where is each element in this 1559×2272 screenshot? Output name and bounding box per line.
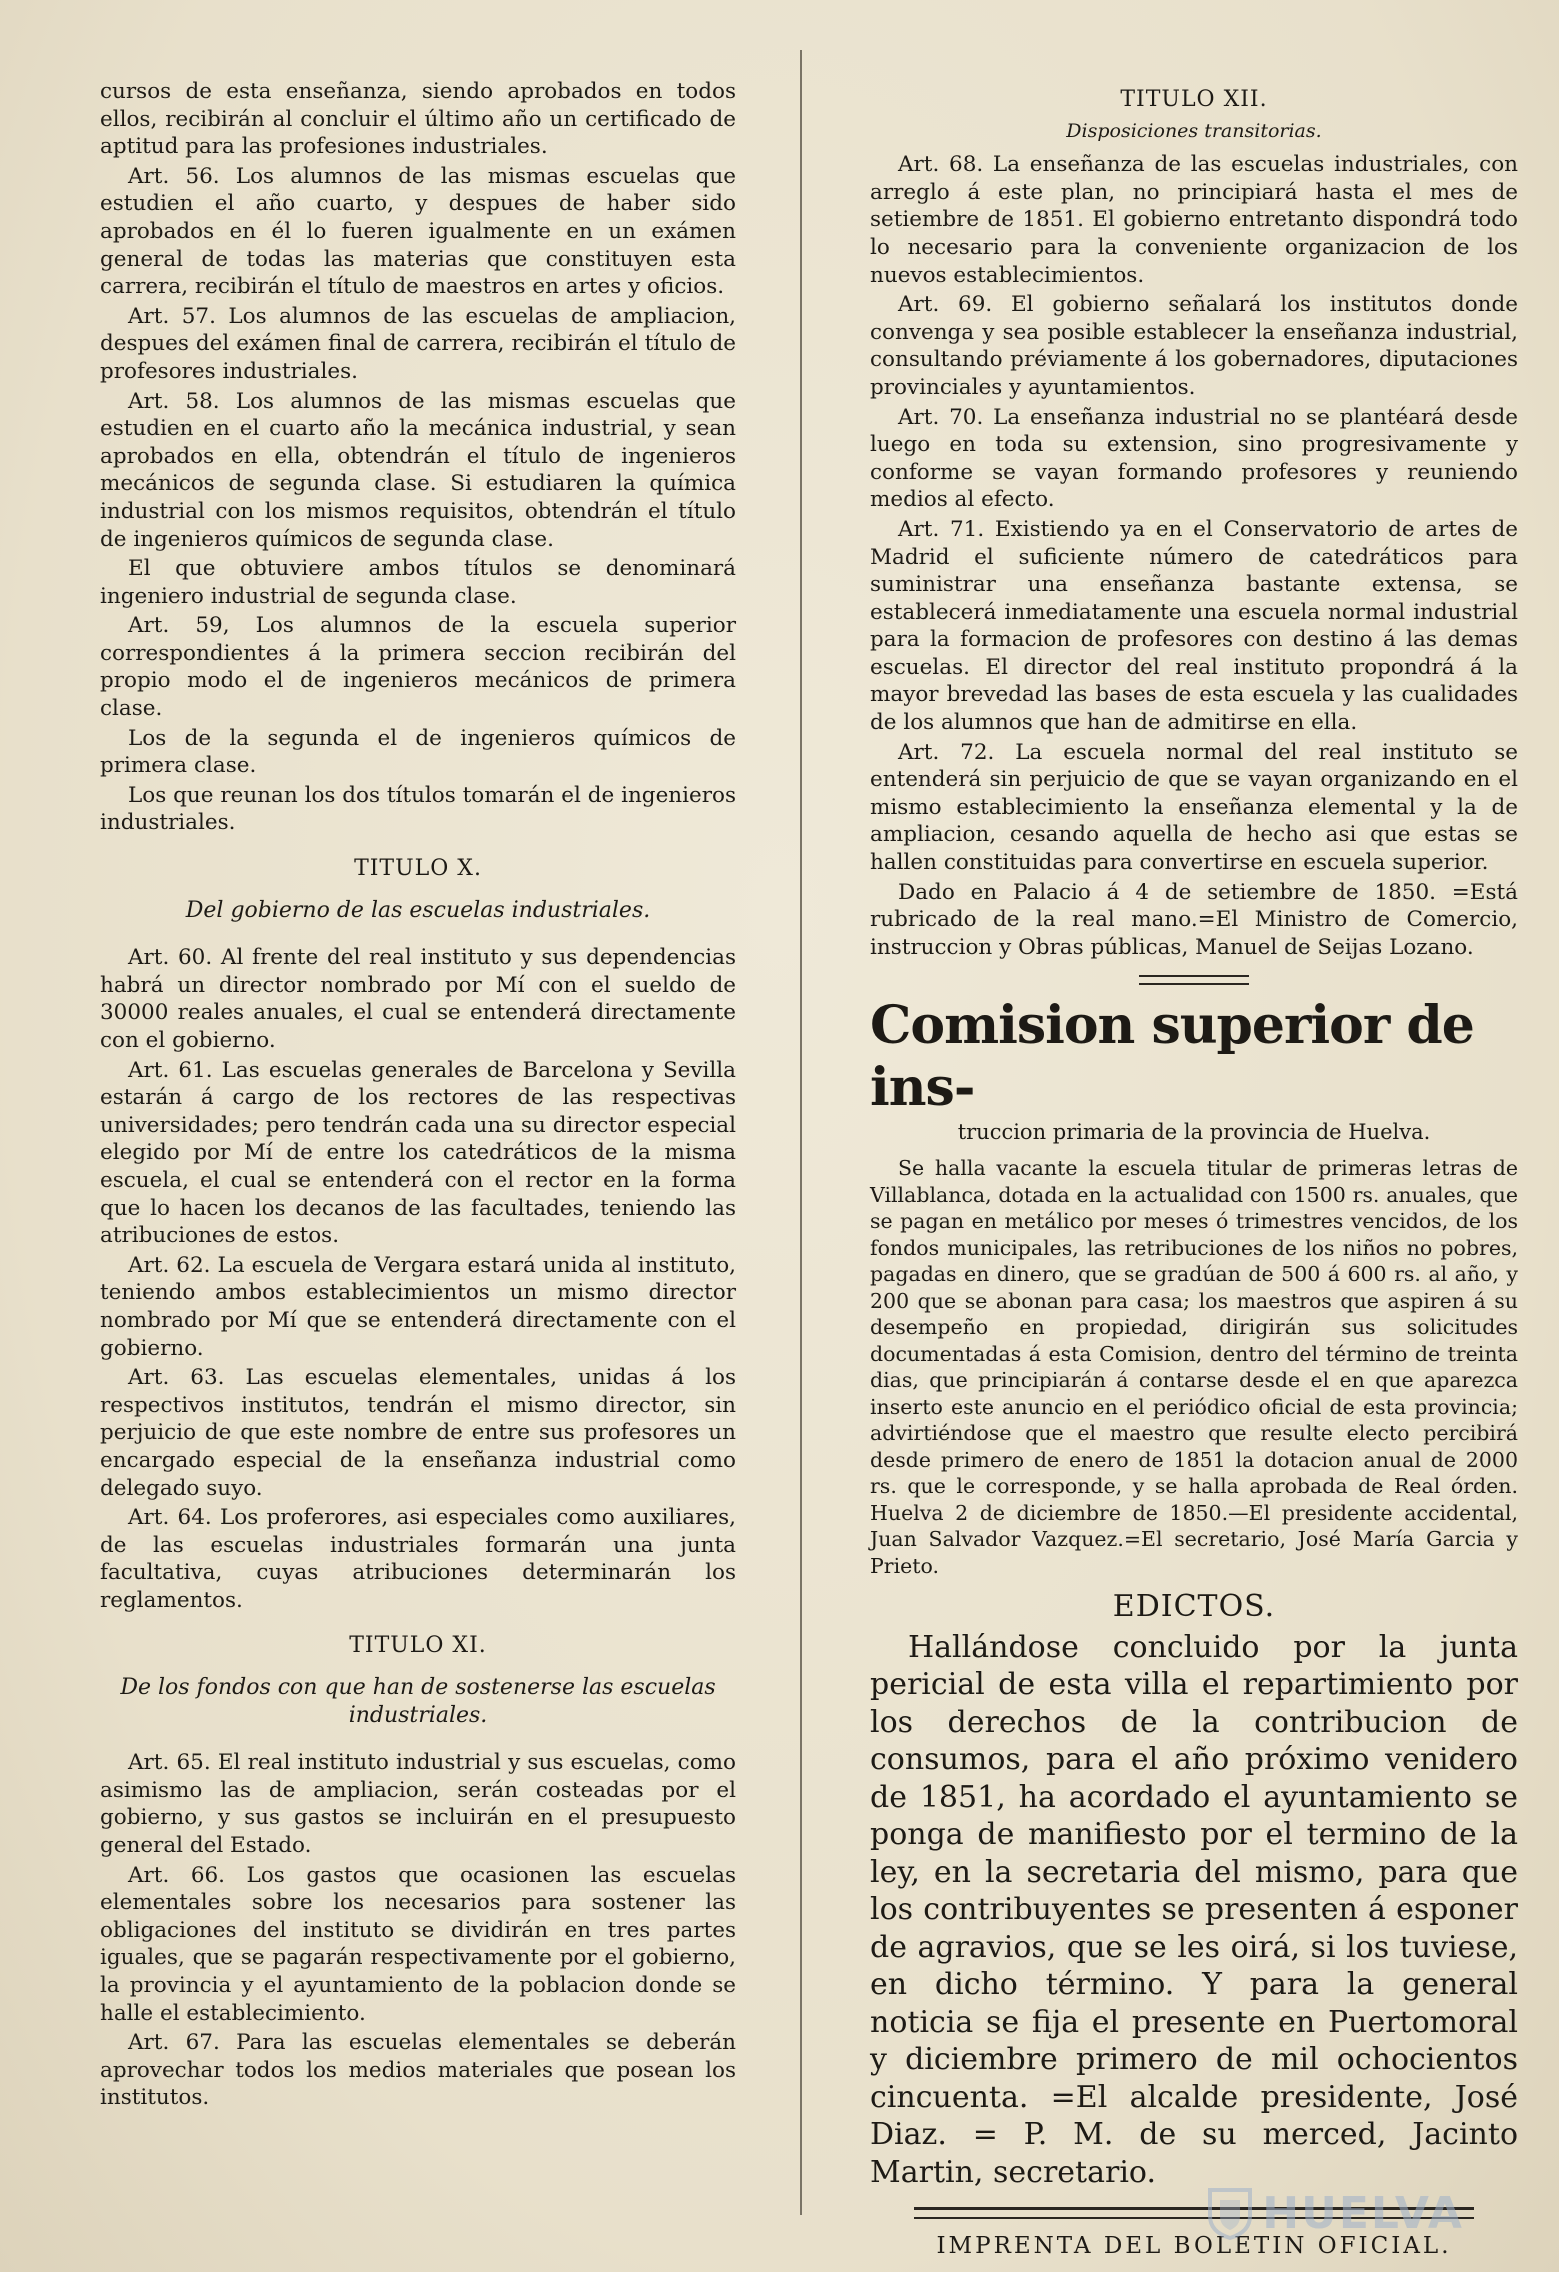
comision-title: Comision superior de ins- [870,995,1474,1119]
article-58-continued: El que obtuviere ambos títulos se denominará ingeniero industrial de segunda clase. [100,556,736,609]
article-63: Art. 63. Las escuelas elementales, unidas á los respectivos institutos, tendrán el mismo director, sin perjuicio de que este nombre de entre sus profesores un encargado especial de la enseñanza industrial como delegado suyo. [100,1365,736,1501]
decree-signature: Dado en Palacio á 4 de setiembre de 1850. =Está rubricado de la real mano.=El Ministro de Comercio, instruccion y Obras públicas, Manuel de Seijas Lozano. [870,879,1518,960]
right-column [870,86,1518,2261]
article-72: Art. 72. La escuela normal del real instituto se entenderá sin perjuicio de que se vayan organizando en el mismo establecimiento la enseñanza elemental y la de ampliacion, cesando aquella de hecho asi que estas se hallen constituidas para convertirse en escuela superior. [870,739,1518,876]
article-59: Art. 59, Los alumnos de la escuela superior correspondientes á la primera seccion recibirán del propio modo el de ingenieros mecánicos de primera clase. [100,613,736,722]
paragraph-continuation: cursos de esta enseñanza, siendo aprobados en todos ellos, recibirán al concluir el último año un certificado de aptitud para las profesiones industriales. [100,79,736,160]
article-59-final: Los que reunan los dos títulos tomarán el de ingenieros industriales. [100,782,736,836]
article-70: Art. 70. La enseñanza industrial no se plantéará desde luego en toda su extension, sino progresivamente y conforme se vayan formando profesores y reuniendo medios al efecto. [870,404,1518,513]
edictos-notice: Hallándose concluido por la junta pericial de esta villa el repartimiento por los derechos de la contribucion de consumos, para el año próximo venidero de 1851, ha acordado el ayuntamiento se ponga de manifiesto por el termino de la ley, en la secretaria del mismo, para que los contribuyentes se presenten á esponer de agravios, que se les oirá, si los tuviese, en dicho término. Y para la general noticia se fija el presente en Puertomoral y diciembre primero de mil ochocientos cincuenta. =El alcalde presidente, José Diaz. = P. M. de su merced, Jacinto Martin, secretario. [870,1629,1518,2190]
titulo-xii-heading: TITULO XII. [1120,87,1268,112]
article-60: Art. 60. Al frente del real instituto y sus dependencias habrá un director nombrado por Mí con el sueldo de 30000 reales anuales, el cual se entenderá directamente con el gobierno. [100,945,736,1053]
article-56: Art. 56. Los alumnos de las mismas escuelas que estudien el año cuarto, y despues de haber sido aprobados en él lo fueren igualmente en un exámen general de todas las materias que constituyen esta carrera, recibirán el título de maestros en artes y oficios. [100,163,736,300]
left-column [100,78,736,2114]
article-67: Art. 67. Para las escuelas elementales se deberán aprovechar todos los medios materiales que posean los institutos. [100,2030,736,2111]
titulo-x-subheading: Del gobierno de las escuelas industriales. [185,897,651,923]
article-69: Art. 69. El gobierno señalará los institutos donde convenga y sea posible establecer la enseñanza industrial, consultando préviamente á los gobernadores, diputaciones provinciales y ayuntamientos. [870,292,1518,400]
section-separator [1139,975,1249,985]
shield-icon [1206,2186,1254,2240]
article-62: Art. 62. La escuela de Vergara estará unida al instituto, teniendo ambos establecimientos un mismo director nombrado por Mí que se entenderá directamente con el gobierno. [100,1252,736,1361]
comision-notice: Se halla vacante la escuela titular de primeras letras de Villablanca, dotada en la actualidad con 1500 rs. anuales, que se pagan en metálico por meses ó trimestres vencidos, de los fondos municipales, las retribuciones de los niños no pobres, pagadas en dinero, que se gradúan de 500 á 600 rs. al año, y 200 que se abonan para casa; los maestros que aspiren á su desempeño en propiedad, dirigirán sus solicitudes documentadas á esta Comision, dentro del término de treinta dias, que principiarán á contarse desde el en que aparezca inserto este anuncio en el periódico oficial de esta provincia; advirtiéndose que el maestro que resulte electo percibirá desde primero de enero de 1851 la dotacion anual de 2000 rs. que le corresponde, y se halla aprobada de Real órden. Huelva 2 de diciembre de 1850.—El presidente accidental, Juan Salvador Vazquez.=El secretario, José María Garcia y Prieto. [870,1156,1518,1578]
article-58: Art. 58. Los alumnos de las mismas escuelas que estudien en el cuarto año la mecánica industrial, y sean aprobados en ella, obtendrán el título de ingenieros mecánicos de segunda clase. Si estudiaren la química industrial con los mismos requisitos, obtendrán el título de ingenieros químicos de segunda clase. [100,388,736,552]
article-64: Art. 64. Los proferores, asi especiales como auxiliares, de las escuelas industriales formarán una junta facultativa, cuyas atribuciones determinarán los reglamentos. [100,1505,736,1613]
article-57: Art. 57. Los alumnos de las escuelas de ampliacion, despues del exámen final de carrera, recibirán el título de profesores industriales. [100,303,736,384]
titulo-xii-subheading: Disposiciones transitorias. [1066,119,1322,142]
article-68: Art. 68. La enseñanza de las escuelas industriales, con arreglo á este plan, no principiará hasta el mes de setiembre de 1851. El gobierno entretanto dispondrá todo lo necesario para la conveniente organizacion de los nuevos establecimientos. [870,152,1518,288]
article-61: Art. 61. Las escuelas generales de Barcelona y Sevilla estarán á cargo de los rectores de las respectivas universidades; pero tendrán cada una su director especial elegido por Mí de entre los catedráticos de la misma escuela, el cual se entenderá con el rector en la forma que lo hacen los decanos de las facultades, teniendo las atribuciones de estos. [100,1057,736,1249]
column-divider [800,50,802,2215]
article-66: Art. 66. Los gastos que ocasionen las escuelas elementales sobre los necesarios para sostener las obligaciones del instituto se dividirán en tres partes iguales, que se pagarán respectivamente por el gobierno, la provincia y el ayuntamiento de la poblacion donde se halle el establecimiento. [100,1862,736,2026]
article-71: Art. 71. Existiendo ya en el Conservatorio de artes de Madrid el suficiente número de catedráticos para suministrar una enseñanza bastante extensa, se establecerá inmediatamente una escuela normal industrial para la formacion de profesores con destino á las demas escuelas. El director del real instituto propondrá á la mayor brevedad las bases de esta escuela y las cualidades de los alumnos que han de admitirse en ella. [870,516,1518,736]
comision-subtitle: truccion primaria de la provincia de Huelva. [957,1120,1431,1145]
huelva-watermark [1206,2186,1464,2240]
article-59-continued: Los de la segunda el de ingenieros químicos de primera clase. [100,725,736,779]
watermark-text: HUELVA [1262,2187,1464,2239]
imprenta-footer: IMPRENTA DEL BOLETIN OFICIAL. [936,2233,1452,2260]
titulo-xi-subheading: De los fondos con que han de sostenerse las escuelas industriales. [120,1675,716,1728]
article-65: Art. 65. El real instituto industrial y sus escuelas, como asimismo las de ampliacion, serán costeadas por el gobierno, y sus gastos se incluirán en el presupuesto general del Estado. [100,1750,736,1859]
edictos-heading: EDICTOS. [1112,1589,1276,1624]
titulo-xi-heading: TITULO XI. [349,1633,487,1659]
titulo-x-heading: TITULO X. [354,856,482,882]
